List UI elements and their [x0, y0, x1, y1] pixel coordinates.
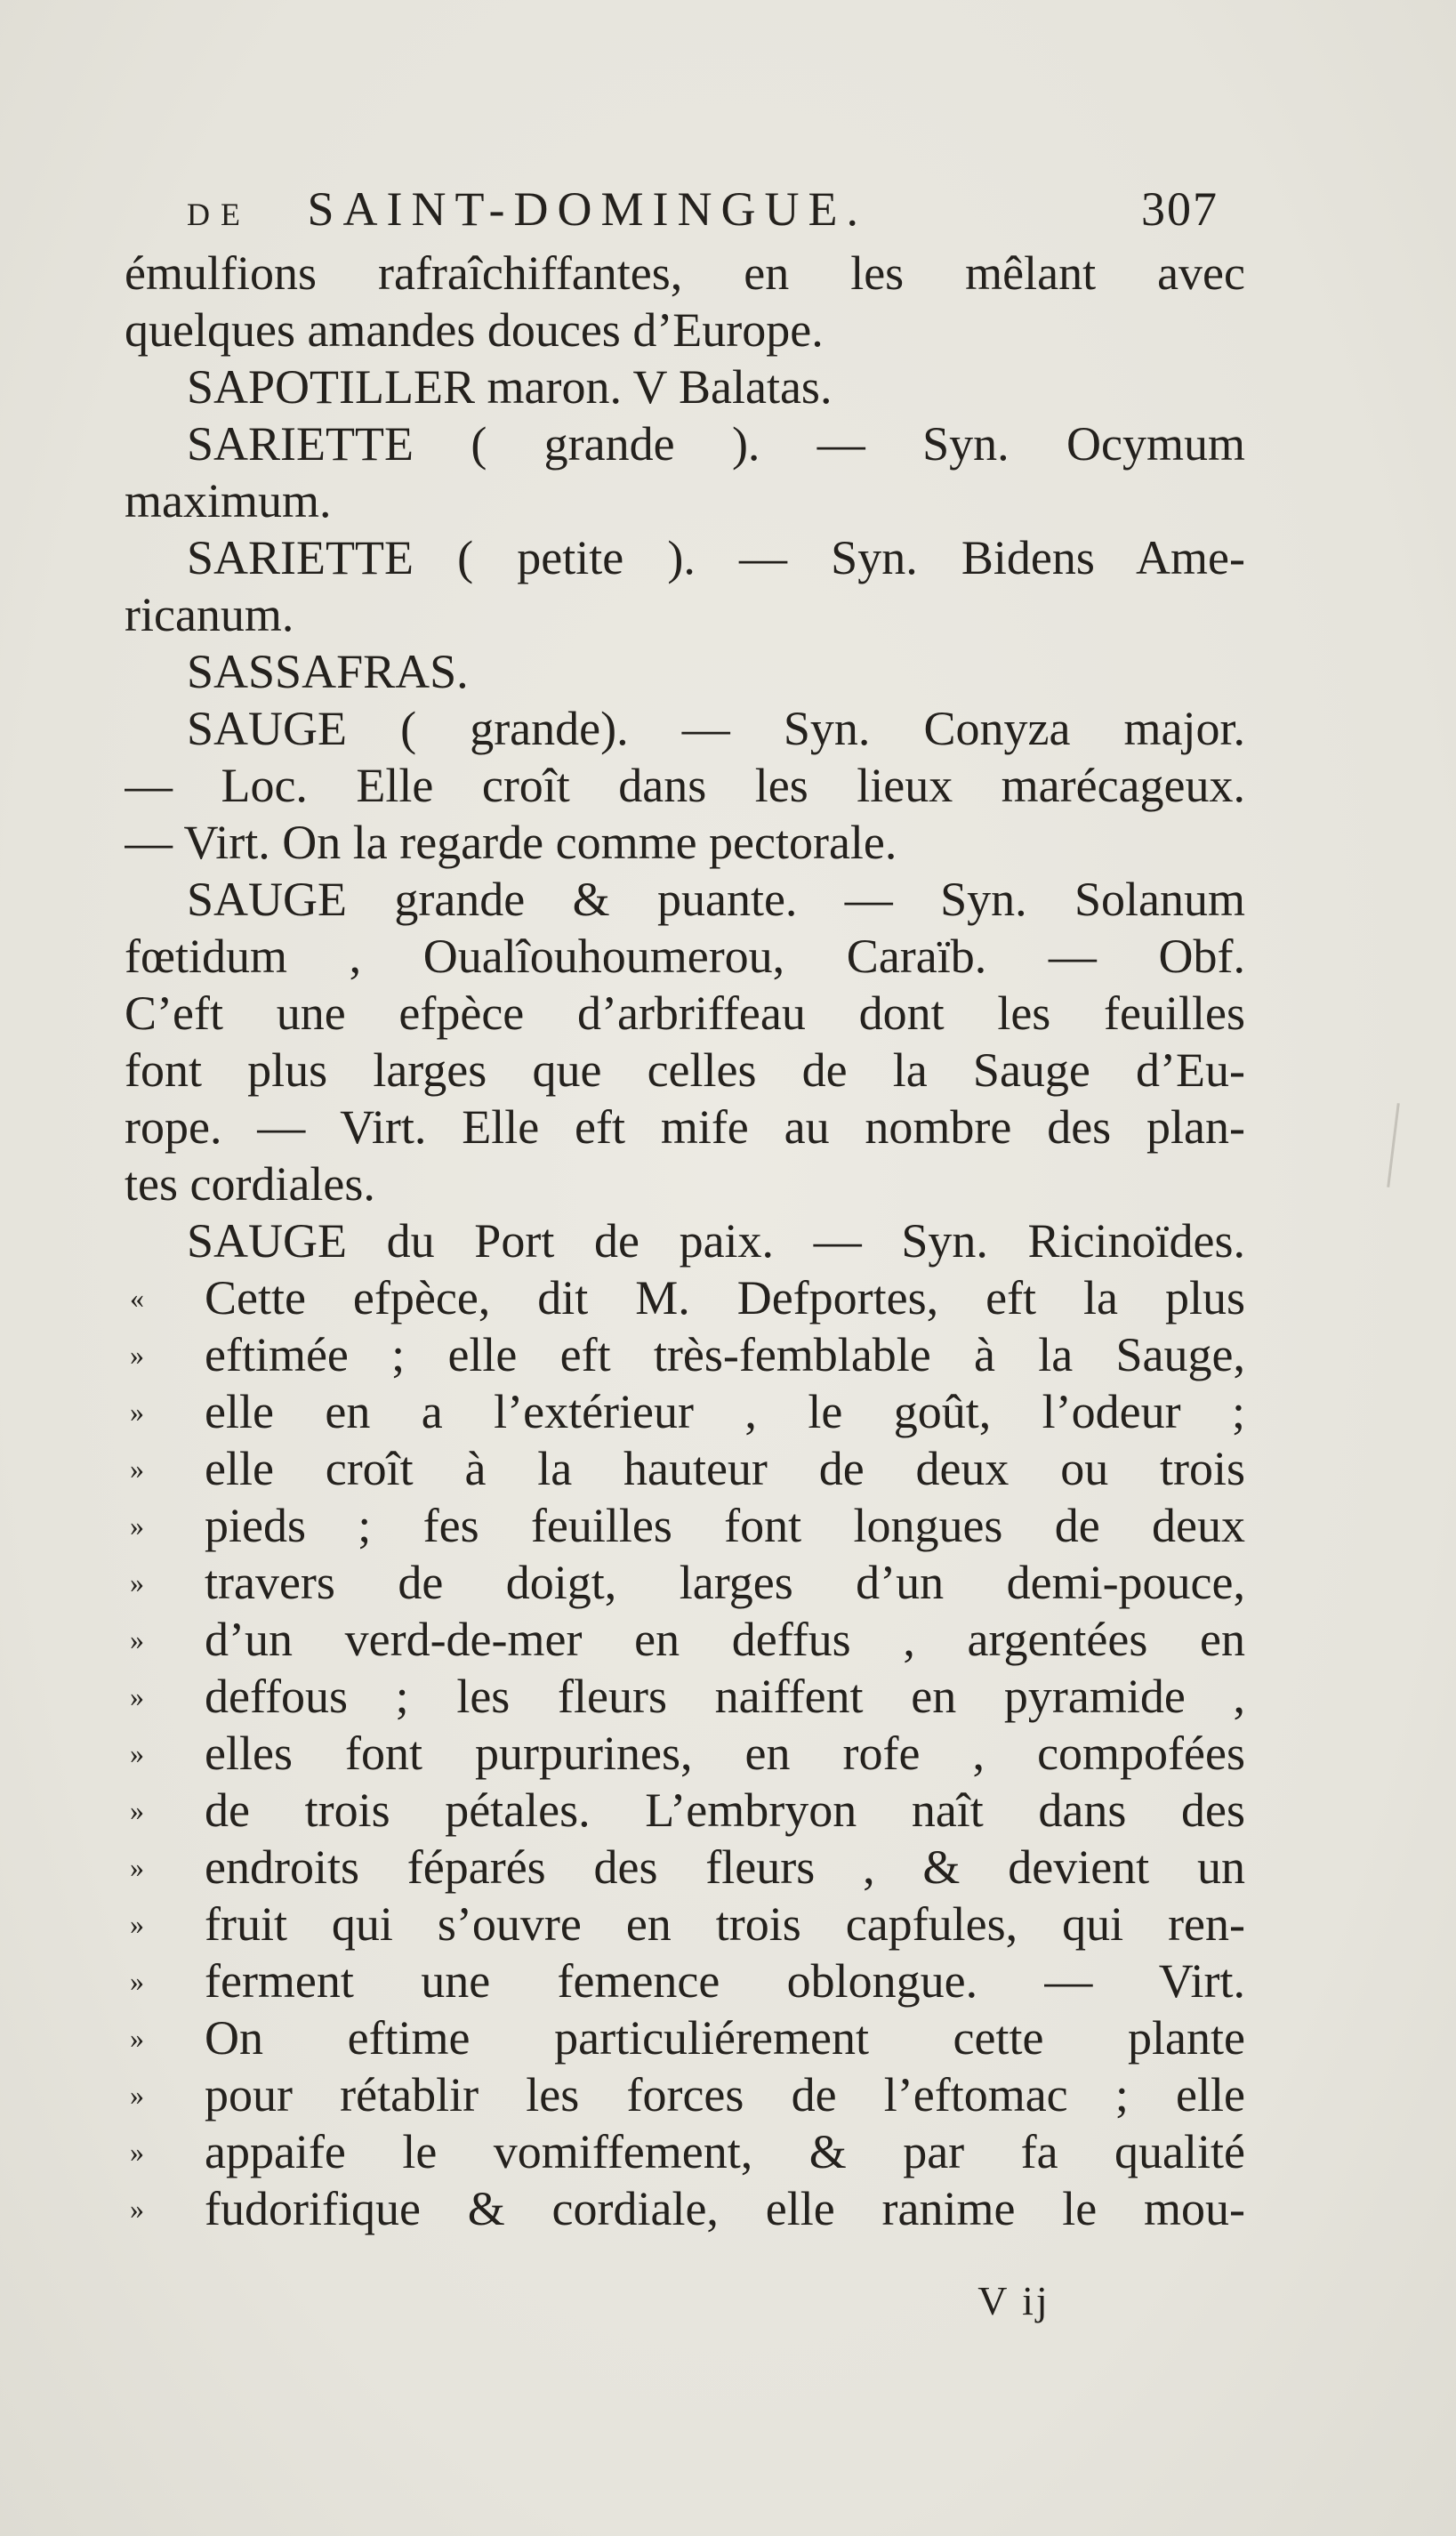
quote-line-1	[125, 1269, 1245, 1326]
quote-mark-7: »	[130, 1623, 144, 1655]
quote-mark-14: »	[130, 2022, 144, 2054]
page-number: 307	[1141, 182, 1219, 236]
entry-sauge-puante: SAUGE grande & puante. — Syn. Solanum	[187, 873, 1245, 926]
quote-text-2: eftimée ; elle eft très-femblable à la Sauge,	[205, 1328, 1245, 1381]
quote-line-10	[125, 1782, 1245, 1839]
running-header	[187, 173, 1254, 245]
quote-text-3: elle en a l’extérieur , le goût, l’odeur ;	[205, 1385, 1245, 1438]
header-prefix: DE	[187, 197, 251, 232]
text-line-15: font plus larges que celles de la Sauge d’Eu-	[125, 1043, 1245, 1097]
quote-line-17	[125, 2180, 1245, 2237]
text-line-7: ricanum.	[125, 588, 294, 641]
quote-mark-15: »	[130, 2079, 144, 2111]
quote-text-14: On eftime particuliérement cette plante	[205, 2011, 1245, 2065]
quote-text-8: deffous ; les fleurs naiffent en pyramide ,	[205, 1670, 1245, 1723]
quote-text-1: Cette efpèce, dit M. Defportes, eft la plus	[205, 1271, 1245, 1324]
quote-mark-1: «	[130, 1282, 144, 1314]
quote-text-10: de trois pétales. L’embryon naît dans des	[205, 1783, 1245, 1837]
quote-text-13: ferment une femence oblongue. — Virt.	[205, 1954, 1245, 2008]
text-line-14: C’eft une efpèce d’arbriffeau dont les feuilles	[125, 986, 1245, 1040]
quote-text-7: d’un verd-de-mer en deffus , argentées en	[205, 1613, 1245, 1666]
quote-line-5	[125, 1497, 1245, 1554]
quote-mark-17: »	[130, 2193, 144, 2225]
header-title: SAINT-DOMINGUE.	[307, 182, 867, 236]
quote-mark-12: »	[130, 1908, 144, 1940]
entry-sariette-petite: SARIETTE ( petite ). — Syn. Bidens Ame-	[187, 531, 1245, 584]
text-line-17: tes cordiales.	[125, 1157, 375, 1211]
text-line-5: maximum.	[125, 474, 332, 527]
quote-line-9	[125, 1725, 1245, 1782]
entry-sariette-grande: SARIETTE ( grande ). — Syn. Ocymum	[187, 417, 1245, 471]
quote-line-8	[125, 1668, 1245, 1725]
quote-mark-5: »	[130, 1510, 144, 1542]
quote-text-4: elle croît à la hauteur de deux ou trois	[205, 1442, 1245, 1495]
quote-text-6: travers de doigt, larges d’un demi-pouce,	[205, 1556, 1245, 1609]
quote-mark-8: »	[130, 1680, 144, 1712]
quote-mark-3: »	[130, 1396, 144, 1428]
quote-line-6	[125, 1554, 1245, 1611]
quote-mark-16: »	[130, 2136, 144, 2168]
margin-pencil-mark	[1387, 1103, 1400, 1187]
entry-sassafras: SASSAFRAS.	[187, 645, 469, 698]
quote-line-2	[125, 1326, 1245, 1383]
quote-text-16: appaife le vomiffement, & par fa qualité	[205, 2125, 1245, 2178]
text-line-2: quelques amandes douces d’Europe.	[125, 303, 824, 357]
entry-sauge-port-de-paix: SAUGE du Port de paix. — Syn. Ricinoïdes.	[187, 1214, 1245, 1268]
text-line-13: fœtidum , Oualîouhoumerou, Caraïb. — Obf.	[125, 930, 1245, 983]
entry-sapotiller: SAPOTILLER maron. V Balatas.	[187, 360, 833, 414]
quote-mark-13: »	[130, 1965, 144, 1997]
quote-text-17: fudorifique & cordiale, elle ranime le mou-	[205, 2182, 1245, 2235]
quote-line-4	[125, 1440, 1245, 1497]
quote-text-15: pour rétablir les forces de l’eftomac ; elle	[205, 2068, 1245, 2121]
text-line-10: — Loc. Elle croît dans les lieux marécageux.	[125, 759, 1245, 812]
quote-text-11: endroits féparés des fleurs , & devient un	[205, 1840, 1245, 1894]
quote-line-14	[125, 2009, 1245, 2066]
quote-mark-11: »	[130, 1851, 144, 1883]
text-line-11: — Virt. On la regarde comme pectorale.	[125, 816, 897, 869]
quote-mark-4: »	[130, 1453, 144, 1485]
quote-line-13	[125, 1952, 1245, 2009]
quote-text-12: fruit qui s’ouvre en trois capfules, qui ren-	[205, 1897, 1245, 1951]
quote-line-11	[125, 1839, 1245, 1896]
signature-mark: V ij	[977, 2278, 1050, 2323]
quote-mark-10: »	[130, 1794, 144, 1826]
quote-mark-9: »	[130, 1737, 144, 1769]
text-line-16: rope. — Virt. Elle eft mife au nombre des plan-	[125, 1100, 1245, 1154]
quote-line-16	[125, 2123, 1245, 2180]
entry-sauge-grande: SAUGE ( grande). — Syn. Conyza major.	[187, 702, 1245, 755]
quote-line-12	[125, 1896, 1245, 1952]
quote-mark-2: »	[130, 1339, 144, 1371]
quote-line-7	[125, 1611, 1245, 1668]
page-body	[125, 245, 1245, 2237]
quote-mark-6: »	[130, 1566, 144, 1598]
quote-text-5: pieds ; fes feuilles font longues de deux	[205, 1499, 1245, 1552]
quote-line-3	[125, 1383, 1245, 1440]
quote-line-15	[125, 2066, 1245, 2123]
text-line-1: émulfions rafraîchiffantes, en les mêlant avec	[125, 246, 1245, 300]
quote-text-9: elles font purpurines, en rofe , compofées	[205, 1727, 1245, 1780]
